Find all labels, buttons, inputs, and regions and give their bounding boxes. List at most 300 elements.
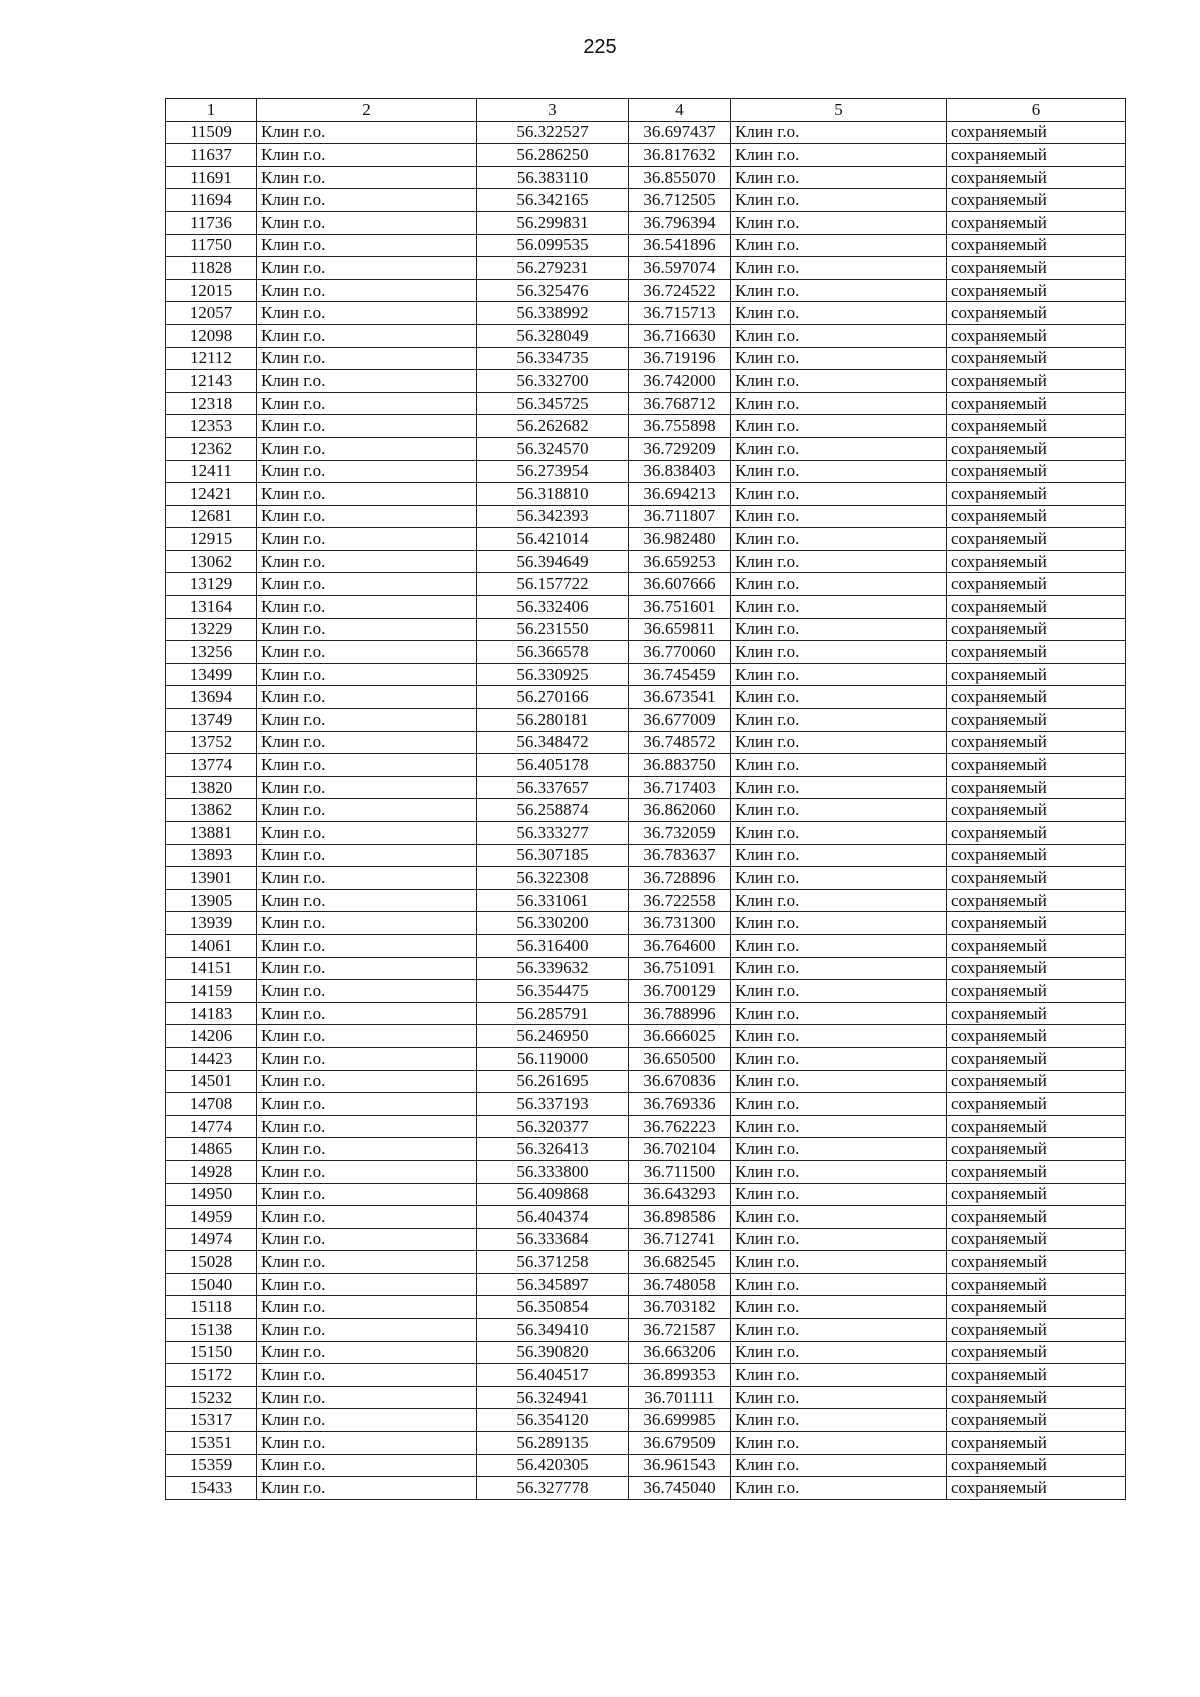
cell-status: сохраняемый [947, 1477, 1126, 1500]
cell-status: сохраняемый [947, 867, 1126, 890]
cell-id: 13752 [166, 731, 257, 754]
cell-longitude: 36.838403 [629, 460, 731, 483]
cell-district: Клин г.о. [257, 1364, 477, 1387]
table-row [166, 799, 1126, 822]
cell-status: сохраняемый [947, 279, 1126, 302]
table-row [166, 663, 1126, 686]
cell-id: 12353 [166, 415, 257, 438]
cell-district: Клин г.о. [257, 1341, 477, 1364]
cell-longitude: 36.855070 [629, 166, 731, 189]
cell-latitude: 56.349410 [477, 1319, 629, 1342]
cell-status: сохраняемый [947, 1296, 1126, 1319]
cell-id: 11509 [166, 121, 257, 144]
cell-id: 14501 [166, 1070, 257, 1093]
cell-municipality: Клин г.о. [731, 1002, 947, 1025]
cell-municipality: Клин г.о. [731, 799, 947, 822]
table-row [166, 437, 1126, 460]
cell-district: Клин г.о. [257, 1002, 477, 1025]
cell-longitude: 36.643293 [629, 1183, 731, 1206]
table-row [166, 302, 1126, 325]
table-row [166, 844, 1126, 867]
cell-latitude: 56.409868 [477, 1183, 629, 1206]
cell-status: сохраняемый [947, 641, 1126, 664]
table-row [166, 641, 1126, 664]
cell-longitude: 36.768712 [629, 392, 731, 415]
cell-latitude: 56.286250 [477, 144, 629, 167]
cell-municipality: Клин г.о. [731, 460, 947, 483]
cell-municipality: Клин г.о. [731, 957, 947, 980]
cell-district: Клин г.о. [257, 799, 477, 822]
cell-municipality: Клин г.о. [731, 731, 947, 754]
cell-id: 12098 [166, 324, 257, 347]
cell-municipality: Клин г.о. [731, 1138, 947, 1161]
cell-longitude: 36.728896 [629, 867, 731, 890]
cell-latitude: 56.339632 [477, 957, 629, 980]
table-row [166, 731, 1126, 754]
cell-district: Клин г.о. [257, 1319, 477, 1342]
cell-district: Клин г.о. [257, 596, 477, 619]
cell-municipality: Клин г.о. [731, 686, 947, 709]
cell-id: 13062 [166, 550, 257, 573]
cell-district: Клин г.о. [257, 980, 477, 1003]
cell-longitude: 36.694213 [629, 483, 731, 506]
table-row [166, 415, 1126, 438]
cell-longitude: 36.697437 [629, 121, 731, 144]
cell-municipality: Клин г.о. [731, 573, 947, 596]
cell-status: сохраняемый [947, 1319, 1126, 1342]
cell-longitude: 36.703182 [629, 1296, 731, 1319]
cell-status: сохраняемый [947, 324, 1126, 347]
cell-latitude: 56.316400 [477, 934, 629, 957]
cell-id: 12112 [166, 347, 257, 370]
cell-district: Клин г.о. [257, 302, 477, 325]
cell-id: 15433 [166, 1477, 257, 1500]
cell-longitude: 36.883750 [629, 754, 731, 777]
cell-longitude: 36.748572 [629, 731, 731, 754]
table-row [166, 889, 1126, 912]
cell-longitude: 36.597074 [629, 257, 731, 280]
cell-id: 15040 [166, 1273, 257, 1296]
cell-municipality: Клин г.о. [731, 528, 947, 551]
cell-id: 13881 [166, 822, 257, 845]
cell-district: Клин г.о. [257, 415, 477, 438]
cell-longitude: 36.711500 [629, 1160, 731, 1183]
header-col-3: 3 [477, 99, 629, 122]
cell-status: сохраняемый [947, 663, 1126, 686]
cell-district: Клин г.о. [257, 166, 477, 189]
cell-district: Клин г.о. [257, 1138, 477, 1161]
cell-district: Клин г.о. [257, 1228, 477, 1251]
cell-district: Клин г.о. [257, 347, 477, 370]
cell-municipality: Клин г.о. [731, 437, 947, 460]
cell-district: Клин г.о. [257, 1386, 477, 1409]
cell-latitude: 56.342393 [477, 505, 629, 528]
cell-latitude: 56.420305 [477, 1454, 629, 1477]
table-row [166, 1341, 1126, 1364]
cell-longitude: 36.670836 [629, 1070, 731, 1093]
cell-district: Клин г.о. [257, 1025, 477, 1048]
table-row [166, 1183, 1126, 1206]
cell-status: сохраняемый [947, 1070, 1126, 1093]
cell-longitude: 36.796394 [629, 211, 731, 234]
cell-latitude: 56.337193 [477, 1093, 629, 1116]
cell-id: 13129 [166, 573, 257, 596]
header-col-6: 6 [947, 99, 1126, 122]
cell-id: 13939 [166, 912, 257, 935]
cell-municipality: Клин г.о. [731, 1273, 947, 1296]
cell-district: Клин г.о. [257, 257, 477, 280]
cell-municipality: Клин г.о. [731, 1047, 947, 1070]
header-col-4: 4 [629, 99, 731, 122]
cell-longitude: 36.731300 [629, 912, 731, 935]
table-row [166, 618, 1126, 641]
table-row [166, 1251, 1126, 1274]
cell-latitude: 56.231550 [477, 618, 629, 641]
cell-status: сохраняемый [947, 731, 1126, 754]
table-row [166, 686, 1126, 709]
cell-municipality: Клин г.о. [731, 663, 947, 686]
table-row [166, 279, 1126, 302]
table-row [166, 1386, 1126, 1409]
cell-municipality: Клин г.о. [731, 641, 947, 664]
table-row [166, 1093, 1126, 1116]
cell-status: сохраняемый [947, 1047, 1126, 1070]
cell-longitude: 36.679509 [629, 1432, 731, 1455]
cell-status: сохраняемый [947, 144, 1126, 167]
cell-status: сохраняемый [947, 1183, 1126, 1206]
cell-id: 11691 [166, 166, 257, 189]
cell-longitude: 36.788996 [629, 1002, 731, 1025]
cell-municipality: Клин г.о. [731, 822, 947, 845]
cell-district: Клин г.о. [257, 1477, 477, 1500]
cell-district: Клин г.о. [257, 1432, 477, 1455]
cell-municipality: Клин г.о. [731, 302, 947, 325]
cell-id: 15138 [166, 1319, 257, 1342]
cell-latitude: 56.371258 [477, 1251, 629, 1274]
cell-status: сохраняемый [947, 844, 1126, 867]
cell-latitude: 56.332700 [477, 370, 629, 393]
cell-municipality: Клин г.о. [731, 189, 947, 212]
cell-status: сохраняемый [947, 889, 1126, 912]
cell-municipality: Клин г.о. [731, 867, 947, 890]
cell-longitude: 36.748058 [629, 1273, 731, 1296]
cell-status: сохраняемый [947, 189, 1126, 212]
cell-longitude: 36.724522 [629, 279, 731, 302]
cell-id: 11736 [166, 211, 257, 234]
cell-longitude: 36.711807 [629, 505, 731, 528]
cell-id: 15351 [166, 1432, 257, 1455]
cell-id: 14151 [166, 957, 257, 980]
cell-municipality: Клин г.о. [731, 121, 947, 144]
cell-id: 14061 [166, 934, 257, 957]
cell-district: Клин г.о. [257, 1296, 477, 1319]
cell-longitude: 36.982480 [629, 528, 731, 551]
table-row [166, 776, 1126, 799]
cell-longitude: 36.899353 [629, 1364, 731, 1387]
cell-municipality: Клин г.о. [731, 279, 947, 302]
cell-latitude: 56.333684 [477, 1228, 629, 1251]
cell-municipality: Клин г.о. [731, 1070, 947, 1093]
cell-status: сохраняемый [947, 505, 1126, 528]
cell-id: 14159 [166, 980, 257, 1003]
cell-status: сохраняемый [947, 1025, 1126, 1048]
cell-district: Клин г.о. [257, 460, 477, 483]
table-row [166, 934, 1126, 957]
cell-latitude: 56.330200 [477, 912, 629, 935]
cell-status: сохраняемый [947, 1206, 1126, 1229]
cell-id: 14206 [166, 1025, 257, 1048]
cell-latitude: 56.280181 [477, 709, 629, 732]
cell-municipality: Клин г.о. [731, 934, 947, 957]
cell-municipality: Клин г.о. [731, 596, 947, 619]
cell-status: сохраняемый [947, 1386, 1126, 1409]
cell-district: Клин г.о. [257, 370, 477, 393]
cell-longitude: 36.719196 [629, 347, 731, 370]
cell-district: Клин г.о. [257, 844, 477, 867]
cell-id: 11828 [166, 257, 257, 280]
cell-longitude: 36.770060 [629, 641, 731, 664]
cell-district: Клин г.о. [257, 483, 477, 506]
cell-municipality: Клин г.о. [731, 234, 947, 257]
cell-district: Клин г.о. [257, 867, 477, 890]
cell-status: сохраняемый [947, 1364, 1126, 1387]
cell-status: сохраняемый [947, 573, 1126, 596]
cell-longitude: 36.682545 [629, 1251, 731, 1274]
cell-id: 12057 [166, 302, 257, 325]
table-row [166, 1115, 1126, 1138]
cell-district: Клин г.о. [257, 1273, 477, 1296]
cell-latitude: 56.331061 [477, 889, 629, 912]
cell-status: сохраняемый [947, 1409, 1126, 1432]
cell-latitude: 56.285791 [477, 1002, 629, 1025]
cell-municipality: Клин г.о. [731, 1341, 947, 1364]
cell-longitude: 36.701111 [629, 1386, 731, 1409]
cell-id: 14708 [166, 1093, 257, 1116]
table-row [166, 957, 1126, 980]
cell-municipality: Клин г.о. [731, 166, 947, 189]
cell-municipality: Клин г.о. [731, 211, 947, 234]
table-row [166, 144, 1126, 167]
cell-latitude: 56.261695 [477, 1070, 629, 1093]
cell-id: 13499 [166, 663, 257, 686]
cell-latitude: 56.345897 [477, 1273, 629, 1296]
cell-longitude: 36.716630 [629, 324, 731, 347]
cell-latitude: 56.333277 [477, 822, 629, 845]
cell-id: 15232 [166, 1386, 257, 1409]
cell-district: Клин г.о. [257, 437, 477, 460]
cell-district: Клин г.о. [257, 234, 477, 257]
table-row [166, 234, 1126, 257]
cell-longitude: 36.751601 [629, 596, 731, 619]
cell-municipality: Клин г.о. [731, 912, 947, 935]
cell-id: 15028 [166, 1251, 257, 1274]
cell-id: 15118 [166, 1296, 257, 1319]
cell-district: Клин г.о. [257, 912, 477, 935]
cell-municipality: Клин г.о. [731, 324, 947, 347]
cell-status: сохраняемый [947, 392, 1126, 415]
cell-longitude: 36.862060 [629, 799, 731, 822]
cell-latitude: 56.350854 [477, 1296, 629, 1319]
cell-id: 13694 [166, 686, 257, 709]
cell-status: сохраняемый [947, 302, 1126, 325]
table-row [166, 596, 1126, 619]
cell-id: 15317 [166, 1409, 257, 1432]
table-row [166, 1228, 1126, 1251]
header-col-2: 2 [257, 99, 477, 122]
cell-latitude: 56.325476 [477, 279, 629, 302]
cell-longitude: 36.817632 [629, 144, 731, 167]
cell-id: 14959 [166, 1206, 257, 1229]
cell-municipality: Клин г.о. [731, 415, 947, 438]
cell-longitude: 36.762223 [629, 1115, 731, 1138]
cell-longitude: 36.721587 [629, 1319, 731, 1342]
table-row [166, 121, 1126, 144]
cell-id: 13164 [166, 596, 257, 619]
cell-district: Клин г.о. [257, 1093, 477, 1116]
cell-id: 14774 [166, 1115, 257, 1138]
data-table [165, 98, 1126, 1500]
table-row [166, 1002, 1126, 1025]
cell-status: сохраняемый [947, 483, 1126, 506]
cell-status: сохраняемый [947, 257, 1126, 280]
cell-id: 13862 [166, 799, 257, 822]
cell-municipality: Клин г.о. [731, 550, 947, 573]
header-col-5: 5 [731, 99, 947, 122]
table-row [166, 1138, 1126, 1161]
cell-status: сохраняемый [947, 776, 1126, 799]
cell-latitude: 56.394649 [477, 550, 629, 573]
cell-status: сохраняемый [947, 596, 1126, 619]
cell-district: Клин г.о. [257, 754, 477, 777]
cell-longitude: 36.541896 [629, 234, 731, 257]
cell-latitude: 56.337657 [477, 776, 629, 799]
cell-status: сохраняемый [947, 1432, 1126, 1455]
cell-id: 12143 [166, 370, 257, 393]
cell-longitude: 36.663206 [629, 1341, 731, 1364]
cell-longitude: 36.607666 [629, 573, 731, 596]
table-row [166, 166, 1126, 189]
cell-latitude: 56.404374 [477, 1206, 629, 1229]
cell-district: Клин г.о. [257, 776, 477, 799]
cell-longitude: 36.961543 [629, 1454, 731, 1477]
cell-district: Клин г.о. [257, 709, 477, 732]
cell-latitude: 56.333800 [477, 1160, 629, 1183]
cell-latitude: 56.326413 [477, 1138, 629, 1161]
cell-latitude: 56.273954 [477, 460, 629, 483]
cell-district: Клин г.о. [257, 957, 477, 980]
cell-id: 12421 [166, 483, 257, 506]
cell-longitude: 36.650500 [629, 1047, 731, 1070]
table-row [166, 1206, 1126, 1229]
cell-longitude: 36.751091 [629, 957, 731, 980]
cell-latitude: 56.119000 [477, 1047, 629, 1070]
cell-municipality: Клин г.о. [731, 889, 947, 912]
table-row [166, 822, 1126, 845]
cell-latitude: 56.299831 [477, 211, 629, 234]
cell-status: сохраняемый [947, 528, 1126, 551]
table-row [166, 1070, 1126, 1093]
cell-id: 13749 [166, 709, 257, 732]
cell-latitude: 56.324570 [477, 437, 629, 460]
cell-id: 15150 [166, 1341, 257, 1364]
table-body [166, 121, 1126, 1499]
table-row [166, 505, 1126, 528]
cell-latitude: 56.345725 [477, 392, 629, 415]
cell-municipality: Клин г.о. [731, 1409, 947, 1432]
cell-status: сохраняемый [947, 1454, 1126, 1477]
cell-longitude: 36.700129 [629, 980, 731, 1003]
cell-district: Клин г.о. [257, 1206, 477, 1229]
cell-longitude: 36.677009 [629, 709, 731, 732]
table-row [166, 370, 1126, 393]
cell-status: сохраняемый [947, 1002, 1126, 1025]
table-row [166, 1025, 1126, 1048]
cell-longitude: 36.659253 [629, 550, 731, 573]
cell-id: 12411 [166, 460, 257, 483]
table-row [166, 754, 1126, 777]
table-row [166, 1047, 1126, 1070]
cell-district: Клин г.о. [257, 1070, 477, 1093]
cell-district: Клин г.о. [257, 1115, 477, 1138]
cell-longitude: 36.659811 [629, 618, 731, 641]
cell-status: сохраняемый [947, 618, 1126, 641]
cell-longitude: 36.666025 [629, 1025, 731, 1048]
cell-latitude: 56.405178 [477, 754, 629, 777]
cell-longitude: 36.702104 [629, 1138, 731, 1161]
cell-municipality: Клин г.о. [731, 1432, 947, 1455]
cell-id: 13774 [166, 754, 257, 777]
cell-municipality: Клин г.о. [731, 1160, 947, 1183]
cell-latitude: 56.322308 [477, 867, 629, 890]
cell-status: сохраняемый [947, 1251, 1126, 1274]
table-row [166, 1273, 1126, 1296]
cell-district: Клин г.о. [257, 1047, 477, 1070]
table-row [166, 550, 1126, 573]
cell-latitude: 56.318810 [477, 483, 629, 506]
cell-status: сохраняемый [947, 934, 1126, 957]
cell-municipality: Клин г.о. [731, 1454, 947, 1477]
cell-longitude: 36.715713 [629, 302, 731, 325]
cell-status: сохраняемый [947, 347, 1126, 370]
cell-district: Клин г.о. [257, 121, 477, 144]
cell-latitude: 56.404517 [477, 1364, 629, 1387]
cell-id: 14974 [166, 1228, 257, 1251]
cell-latitude: 56.258874 [477, 799, 629, 822]
cell-longitude: 36.712505 [629, 189, 731, 212]
cell-latitude: 56.327778 [477, 1477, 629, 1500]
cell-municipality: Клин г.о. [731, 1364, 947, 1387]
cell-status: сохраняемый [947, 980, 1126, 1003]
cell-district: Клин г.о. [257, 686, 477, 709]
cell-longitude: 36.755898 [629, 415, 731, 438]
cell-longitude: 36.745040 [629, 1477, 731, 1500]
table-row [166, 483, 1126, 506]
cell-longitude: 36.673541 [629, 686, 731, 709]
cell-id: 14423 [166, 1047, 257, 1070]
cell-latitude: 56.320377 [477, 1115, 629, 1138]
cell-municipality: Клин г.о. [731, 1206, 947, 1229]
cell-latitude: 56.383110 [477, 166, 629, 189]
cell-id: 14950 [166, 1183, 257, 1206]
cell-latitude: 56.289135 [477, 1432, 629, 1455]
cell-district: Клин г.о. [257, 211, 477, 234]
cell-latitude: 56.324941 [477, 1386, 629, 1409]
cell-municipality: Клин г.о. [731, 370, 947, 393]
cell-municipality: Клин г.о. [731, 1251, 947, 1274]
table-row [166, 1432, 1126, 1455]
cell-longitude: 36.745459 [629, 663, 731, 686]
cell-id: 12362 [166, 437, 257, 460]
